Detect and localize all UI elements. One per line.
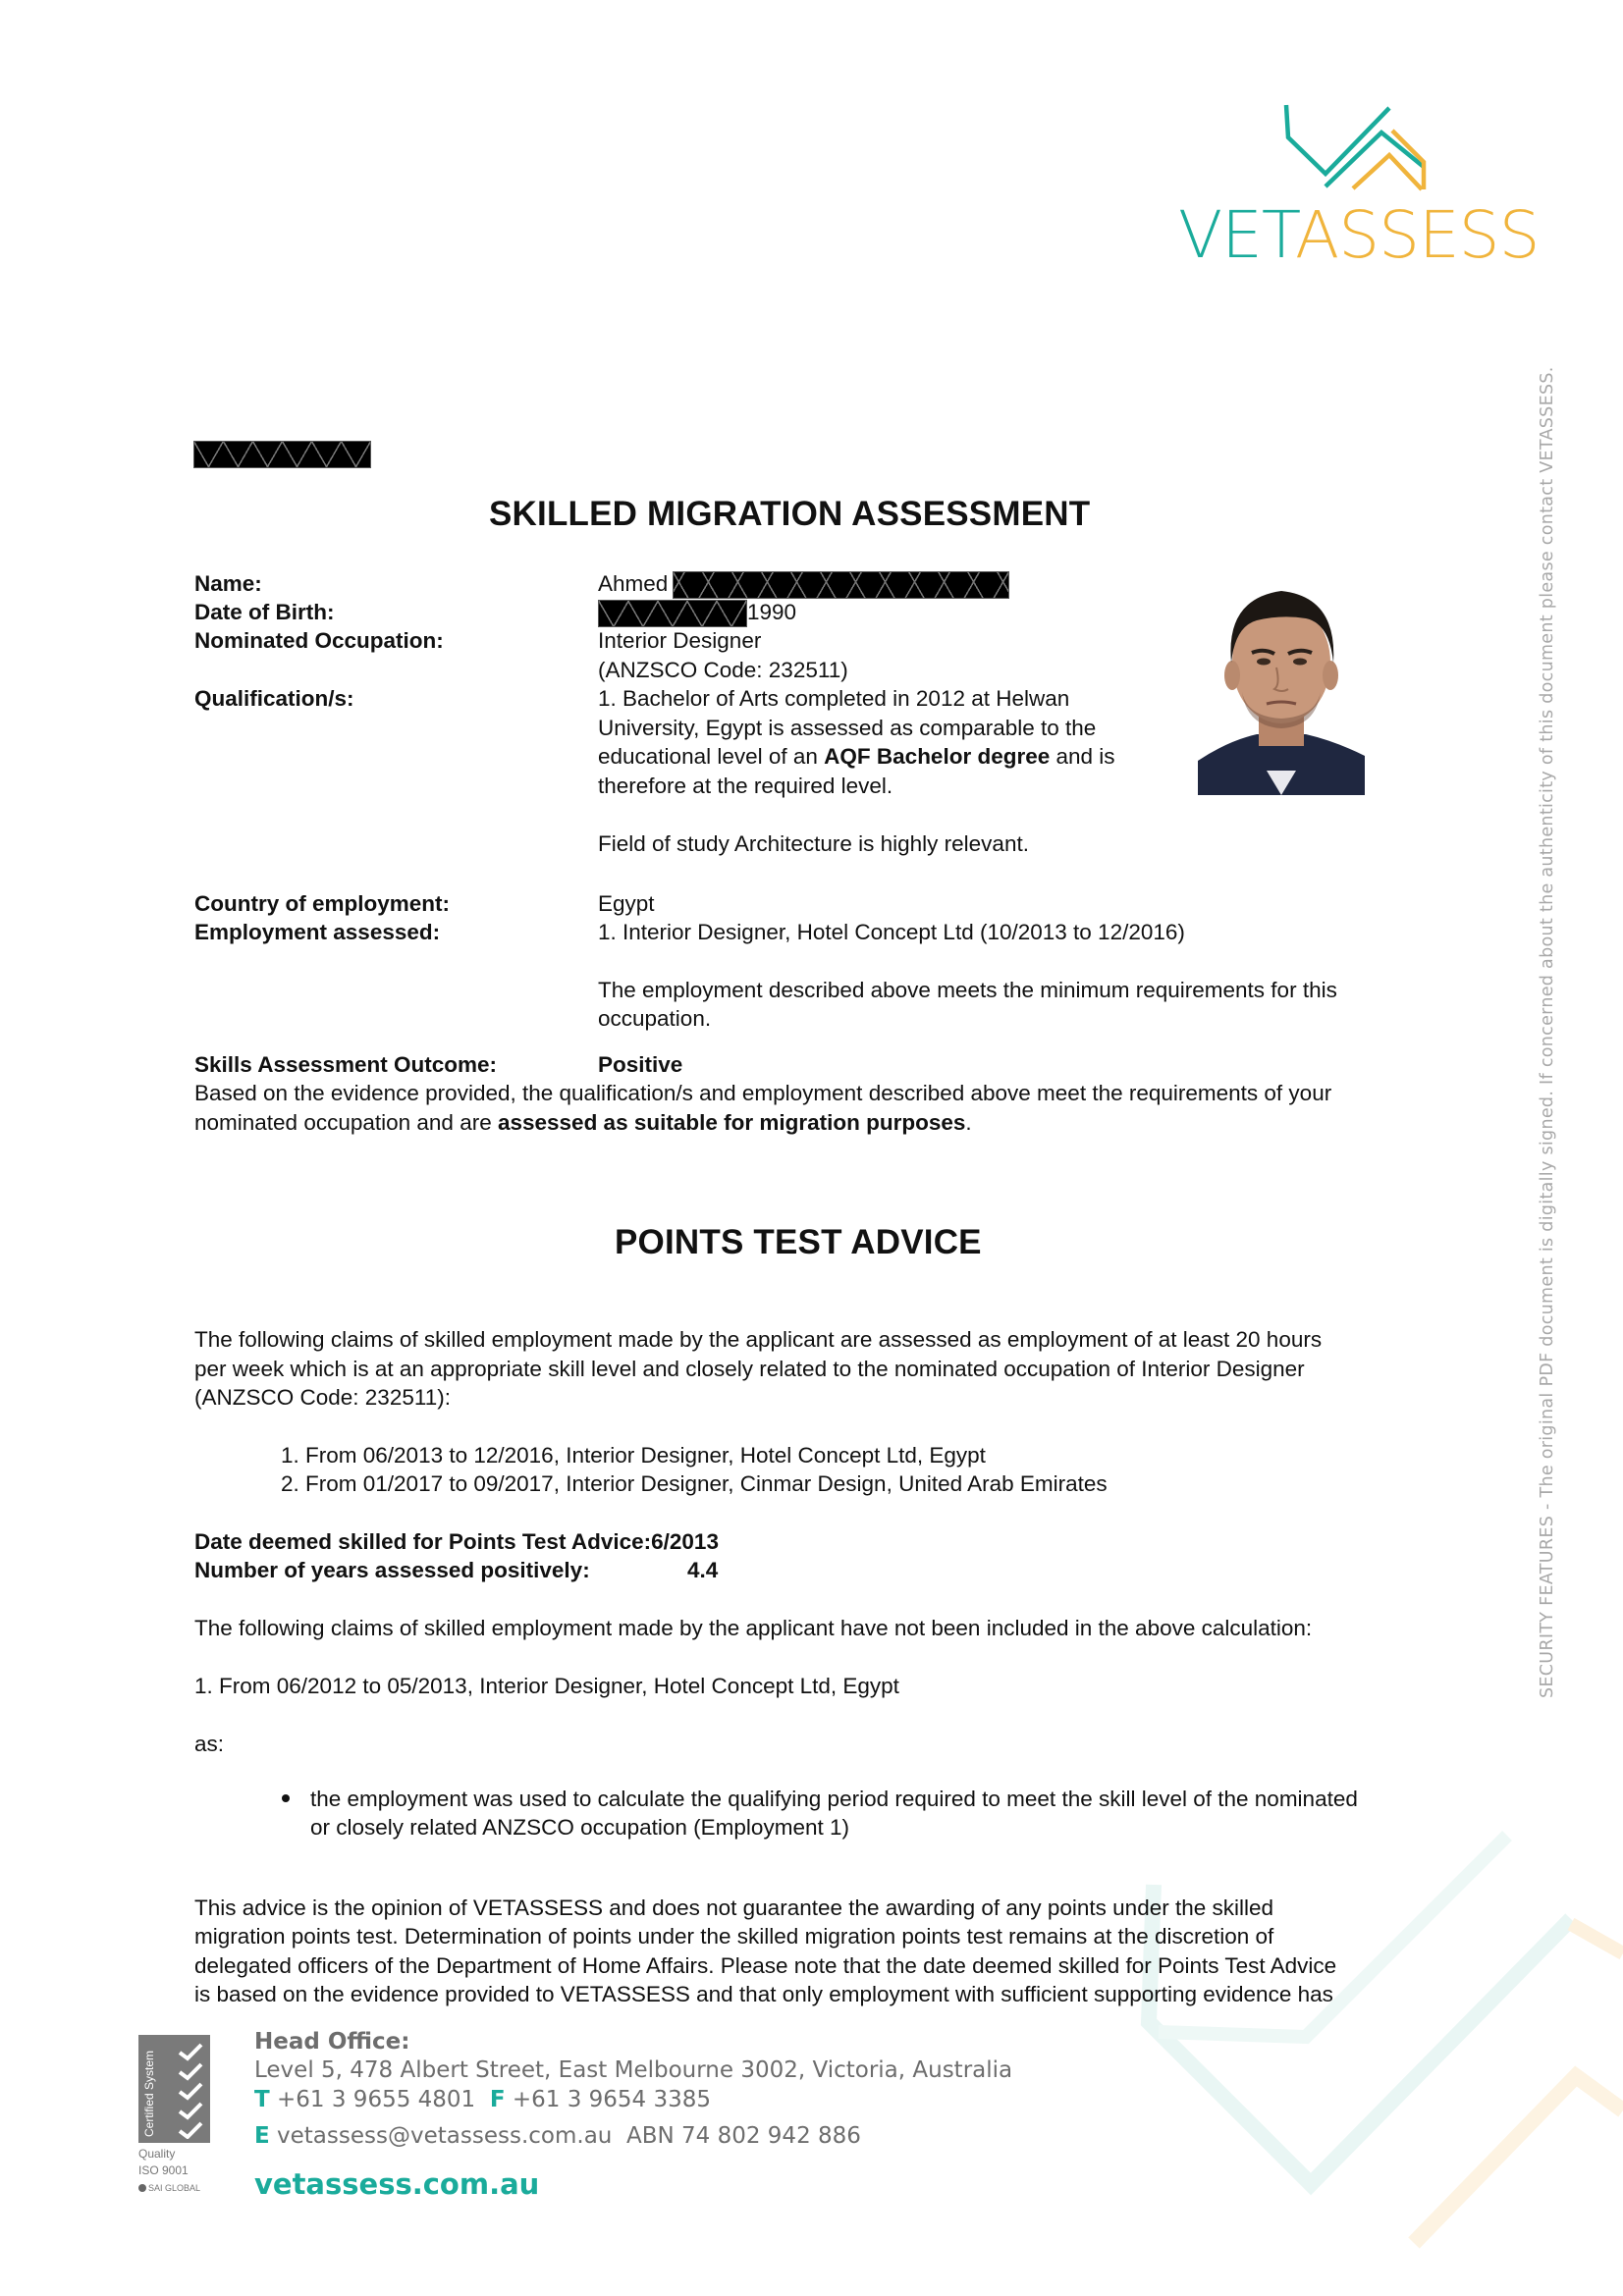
as-label: as: — [194, 1732, 225, 1756]
occupation-code: (ANZSCO Code: 232511) — [598, 658, 848, 682]
fax-number: +61 3 9654 3385 — [512, 2087, 712, 2112]
sai-global-label: SAI GLOBAL — [148, 2183, 201, 2193]
logo-text-vet: VET — [1178, 197, 1296, 273]
date-deemed-value: 6/2013 — [651, 1529, 719, 1554]
qualification-line-3-post: and is — [1050, 744, 1115, 769]
years-label: Number of years assessed positively: — [194, 1558, 590, 1582]
outcome-line-1: Based on the evidence provided, the qualification/s and employment described above meet the requirements of your — [194, 1081, 1332, 1105]
claim-item-1: 1. From 06/2013 to 12/2016, Interior Designer, Hotel Concept Ltd, Egypt — [281, 1443, 986, 1468]
name-label: Name: — [194, 571, 262, 596]
dob-value — [598, 598, 796, 627]
date-deemed-label: Date deemed skilled for Points Test Advice: — [194, 1529, 652, 1554]
disclaimer-line-1: This advice is the opinion of VETASSESS and does not guarantee the awarding of any points under the skilled — [194, 1896, 1274, 1920]
employment-value: 1. Interior Designer, Hotel Concept Ltd (10/2013 to 12/2016) — [598, 920, 1185, 944]
employment-note-line-2: occupation. — [598, 1006, 712, 1031]
reason-line-2: or closely related ANZSCO occupation (Employment 1) — [310, 1815, 849, 1840]
applicant-photo — [1198, 569, 1365, 795]
bullet-icon — [282, 1794, 290, 1802]
aqf-level: AQF Bachelor degree — [824, 744, 1051, 769]
occupation-value: Interior Designer — [598, 628, 762, 653]
sai-global-icon — [138, 2184, 146, 2192]
employment-label: Employment assessed: — [194, 920, 441, 944]
email-prefix: E — [254, 2123, 270, 2149]
sai-global-row — [138, 2179, 200, 2197]
email-abn-row — [254, 2123, 861, 2149]
outcome-line-2-post: . — [965, 1110, 972, 1135]
claim-item-2: 2. From 01/2017 to 09/2017, Interior Designer, Cinmar Design, United Arab Emirates — [281, 1471, 1108, 1496]
abn: ABN 74 802 942 886 — [625, 2123, 861, 2149]
assessment-title: SKILLED MIGRATION ASSESSMENT — [489, 495, 1091, 533]
outcome-suitable: assessed as suitable for migration purposes — [497, 1110, 966, 1135]
redacted-surname — [673, 571, 1009, 599]
disclaimer-line-2: migration points test. Determination of points under the skilled migration points test remains at the discretion of — [194, 1924, 1274, 1949]
qualification-label: Qualification/s: — [194, 686, 354, 711]
quality-label: Quality — [138, 2147, 176, 2161]
background-chevron-decoration — [1080, 1767, 1623, 2296]
iso-label: ISO 9001 — [138, 2163, 189, 2177]
phone-number[interactable]: +61 3 9655 4801 — [277, 2087, 476, 2112]
points-intro-line-1: The following claims of skilled employment made by the applicant are assessed as employment of at least 20 hours — [194, 1327, 1323, 1352]
qualification-line-2: University, Egypt is assessed as comparable to the — [598, 716, 1097, 740]
vetassess-logo — [1178, 93, 1542, 280]
fax-prefix: F — [489, 2087, 506, 2112]
qualification-line-3-pre: educational level of an — [598, 744, 825, 769]
excluded-intro: The following claims of skilled employment made by the applicant have not been included in the above calculation: — [194, 1616, 1313, 1640]
disclaimer-line-3: delegated officers of the Department of Home Affairs. Please note that the date deemed skilled for Points Test Advice — [194, 1953, 1337, 1978]
redacted-birth-day-month — [598, 600, 747, 627]
office-address: Level 5, 478 Albert Street, East Melbourne 3002, Victoria, Australia — [254, 2057, 1013, 2083]
email-address[interactable]: vetassess@vetassess.com.au — [277, 2123, 613, 2149]
head-office-label: Head Office: — [254, 2029, 410, 2055]
years-value: 4.4 — [687, 1558, 719, 1582]
employment-note-line-1: The employment described above meets the minimum requirements for this — [598, 978, 1337, 1002]
birth-year: 1990 — [747, 600, 797, 624]
redacted-reference — [193, 441, 371, 468]
excluded-claim: 1. From 06/2012 to 05/2013, Interior Designer, Hotel Concept Ltd, Egypt — [194, 1674, 899, 1698]
checkmarks-icon — [176, 2041, 207, 2139]
points-title: POINTS TEST ADVICE — [615, 1223, 982, 1261]
field-of-study: Field of study Architecture is highly relevant. — [598, 831, 1029, 856]
first-name: Ahmed — [598, 571, 669, 596]
phone-prefix: T — [254, 2087, 270, 2112]
security-watermark: SECURITY FEATURES - The original PDF document is digitally signed. If concerned about the authenticity of this document please contact VETASSESS. — [1538, 366, 1557, 1698]
dob-label: Date of Birth: — [194, 600, 335, 624]
iso-certification-badge — [138, 2035, 210, 2143]
outcome-line-2-pre: nominated occupation and are — [194, 1110, 498, 1135]
points-intro-line-2: per week which is at an appropriate skill level and closely related to the nominated occupation of Interior Designer — [194, 1357, 1305, 1381]
outcome-value: Positive — [598, 1052, 683, 1077]
disclaimer-line-4: is based on the evidence provided to VETASSESS and that only employment with sufficient supporting evidence has — [194, 1982, 1333, 2006]
date-deemed-row — [194, 1527, 719, 1557]
qualification-line-4: therefore at the required level. — [598, 774, 893, 798]
name-value — [598, 569, 1009, 599]
website-link[interactable]: vetassess.com.au — [254, 2167, 540, 2201]
logo-chevron-icon — [1178, 93, 1542, 201]
points-intro-line-3: (ANZSCO Code: 232511): — [194, 1385, 451, 1410]
certification-text — [138, 2146, 200, 2197]
logo-text-assess: ASSESS — [1295, 197, 1540, 273]
outcome-label: Skills Assessment Outcome: — [194, 1052, 498, 1077]
phone-fax-row — [254, 2087, 711, 2112]
country-value: Egypt — [598, 891, 655, 916]
qualification-line-3 — [598, 742, 1115, 772]
reason-line-1: the employment was used to calculate the qualifying period required to meet the skill level of the nominated — [310, 1787, 1358, 1811]
certified-system-label: Certified System — [142, 2050, 156, 2137]
outcome-line-2 — [194, 1108, 972, 1138]
country-label: Country of employment: — [194, 891, 451, 916]
qualification-line-1: 1. Bachelor of Arts completed in 2012 at Helwan — [598, 686, 1070, 711]
occupation-label: Nominated Occupation: — [194, 628, 444, 653]
